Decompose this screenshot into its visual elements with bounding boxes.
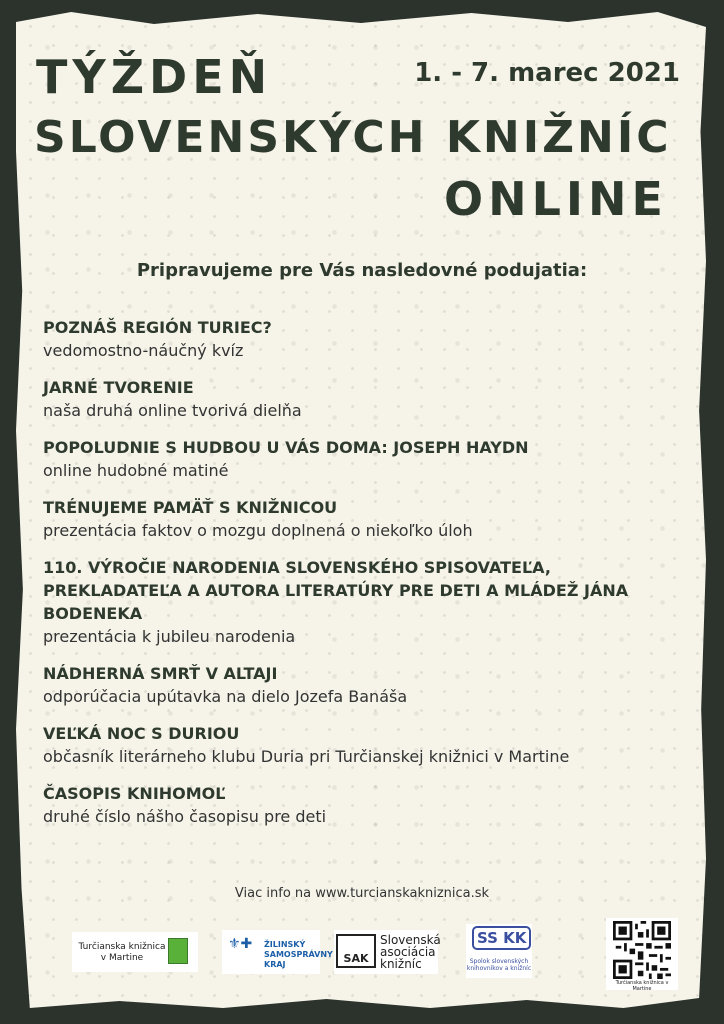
sak-logo bbox=[334, 930, 441, 974]
event-item bbox=[43, 496, 663, 542]
more-info-link[interactable]: Viac info na www.turcianskakniznica.sk bbox=[234, 886, 490, 901]
event-title: POPOLUDNIE S HUDBOU U VÁS DOMA: JOSEPH HAYDN bbox=[43, 438, 529, 457]
sak-icon: SAK bbox=[336, 934, 376, 968]
event-description: naša druhá online tvorivá dielňa bbox=[43, 401, 302, 420]
event-description: druhé číslo nášho časopisu pre deti bbox=[43, 807, 327, 826]
event-list bbox=[43, 316, 663, 842]
event-item bbox=[43, 316, 663, 362]
event-title: TRÉNUJEME PAMÄŤ S KNIŽNICOU bbox=[43, 498, 338, 517]
event-description: vedomostno-náučný kvíz bbox=[43, 341, 244, 360]
book-icon bbox=[168, 938, 188, 964]
event-title: ČASOPIS KNIHOMOĽ bbox=[43, 784, 226, 803]
event-item bbox=[43, 662, 663, 708]
event-title: NÁDHERNÁ SMRŤ V ALTAJI bbox=[43, 664, 278, 683]
event-item bbox=[43, 376, 663, 422]
event-title: 110. VÝROČIE NARODENIA SLOVENSKÉHO SPISOVATEĽA, PREKLADATEĽA A AUTORA LITERATÚRY PRE DETI A MLÁDEŽ JÁNA BODENEKA bbox=[43, 558, 629, 623]
sskk-logo-text: Spolok slovenských knihovníkov a knižníc bbox=[466, 958, 532, 972]
title-line-1: TÝŽDEŇ bbox=[36, 50, 273, 104]
event-item bbox=[43, 436, 663, 482]
library-logo-text: Turčianska knižnica v Martine bbox=[78, 942, 166, 963]
sak-logo-text: Slovenská asociácia knižníc bbox=[380, 933, 441, 971]
event-description: prezentácia faktov o mozgu doplnená o niekoľko úloh bbox=[43, 521, 473, 540]
event-item bbox=[43, 556, 663, 648]
event-item bbox=[43, 722, 663, 768]
title-line-2: SLOVENSKÝCH KNIŽNÍC bbox=[34, 112, 672, 163]
partner-logos bbox=[0, 920, 724, 990]
sskk-icon: SS KK bbox=[472, 926, 531, 950]
event-title: VEĽKÁ NOC S DURIOU bbox=[43, 724, 240, 743]
event-title: JARNÉ TVORENIE bbox=[43, 378, 194, 397]
qr-caption: Turčianska knižnica v Martine bbox=[615, 980, 669, 992]
title-line-3: ONLINE bbox=[444, 172, 668, 226]
qr-code[interactable] bbox=[606, 918, 678, 990]
event-description: online hudobné matiné bbox=[43, 461, 229, 480]
event-title: POZNÁŠ REGIÓN TURIEC? bbox=[43, 318, 272, 337]
event-item bbox=[43, 782, 663, 828]
event-description: občasník literárneho klubu Duria pri Turčianskej knižnici v Martine bbox=[43, 747, 570, 766]
library-logo bbox=[72, 932, 198, 972]
event-description: odporúčacia upútavka na dielo Jozefa Banáša bbox=[43, 687, 408, 706]
subtitle: Pripravujeme pre Vás nasledovné podujatia: bbox=[136, 260, 588, 281]
kraj-logo-text: ŽILINSKÝ SAMOSPRÁVNY KRAJ bbox=[264, 940, 333, 969]
coat-of-arms-icon: ⚜✚ bbox=[228, 936, 253, 952]
kraj-logo bbox=[222, 930, 333, 974]
qr-code-icon bbox=[613, 921, 671, 979]
event-description: prezentácia k jubileu narodenia bbox=[43, 627, 296, 646]
sskk-logo bbox=[466, 924, 532, 978]
event-date: 1. - 7. marec 2021 bbox=[414, 58, 680, 88]
